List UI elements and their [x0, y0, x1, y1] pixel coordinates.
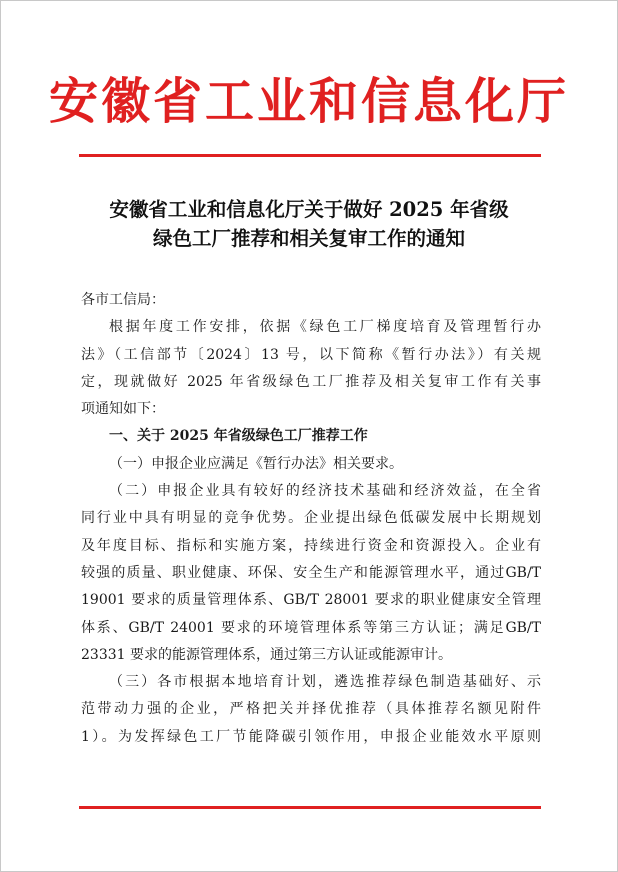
paragraph-line: 及年度目标、指标和实施方案，持续进行资金和资源投入。企业有 [81, 537, 541, 554]
paragraph-line: 体系、GB/T 24001 要求的环境管理体系等第三方认证；满足GB/T [81, 619, 541, 636]
paragraph-line: 根据年度工作安排，依据《绿色工厂梯度培育及管理暂行办 [109, 319, 541, 336]
paragraph-line: 较强的质量、职业健康、环保、安全生产和能源管理水平，通过GB/T [81, 564, 541, 581]
document-body [81, 287, 541, 751]
footer-red-rule [79, 806, 541, 809]
paragraph-line: （三）各市根据本地培育计划，遴选推荐绿色制造基础好、示 [109, 674, 541, 691]
paragraph-line: 同行业中具有明显的竞争优势。企业提出绿色低碳发展中长期规划 [81, 510, 541, 527]
paragraph-line: 项通知如下： [81, 401, 165, 418]
paragraph-line: 23331 要求的能源管理体系，通过第三方认证或能源审计。 [81, 646, 452, 663]
document-title-line-1: 安徽省工业和信息化厅关于做好 2025 年省级 [109, 198, 509, 221]
paragraph-line: 法》（工信部节〔2024〕13 号，以下简称《暂行办法》）有关规 [81, 346, 541, 363]
paragraph-line: 1）。为发挥绿色工厂节能降碳引领作用，申报企业能效水平原则 [81, 728, 541, 745]
paragraph-line: （二）申报企业具有较好的经济技术基础和经济效益，在全省 [109, 483, 541, 500]
letterhead-title: 安徽省工业和信息化厅 [48, 72, 569, 130]
salutation: 各市工信局： [81, 292, 165, 308]
paragraph-line: 19001 要求的质量管理体系、GB/T 28001 要求的职业健康安全管理 [81, 592, 541, 609]
document-title-line-2: 绿色工厂推荐和相关复审工作的通知 [152, 227, 465, 250]
paragraph-line: （一）申报企业应满足《暂行办法》相关要求。 [109, 455, 403, 472]
paragraph-line: 范带动力强的企业，严格把关并择优推荐（具体推荐名额见附件 [81, 701, 541, 718]
paragraph-line: 定，现就做好 2025 年省级绿色工厂推荐及相关复审工作有关事 [81, 373, 541, 390]
document-title [71, 195, 547, 253]
section-heading: 一、关于 2025 年省级绿色工厂推荐工作 [109, 428, 368, 445]
letterhead-red-rule [79, 154, 541, 157]
